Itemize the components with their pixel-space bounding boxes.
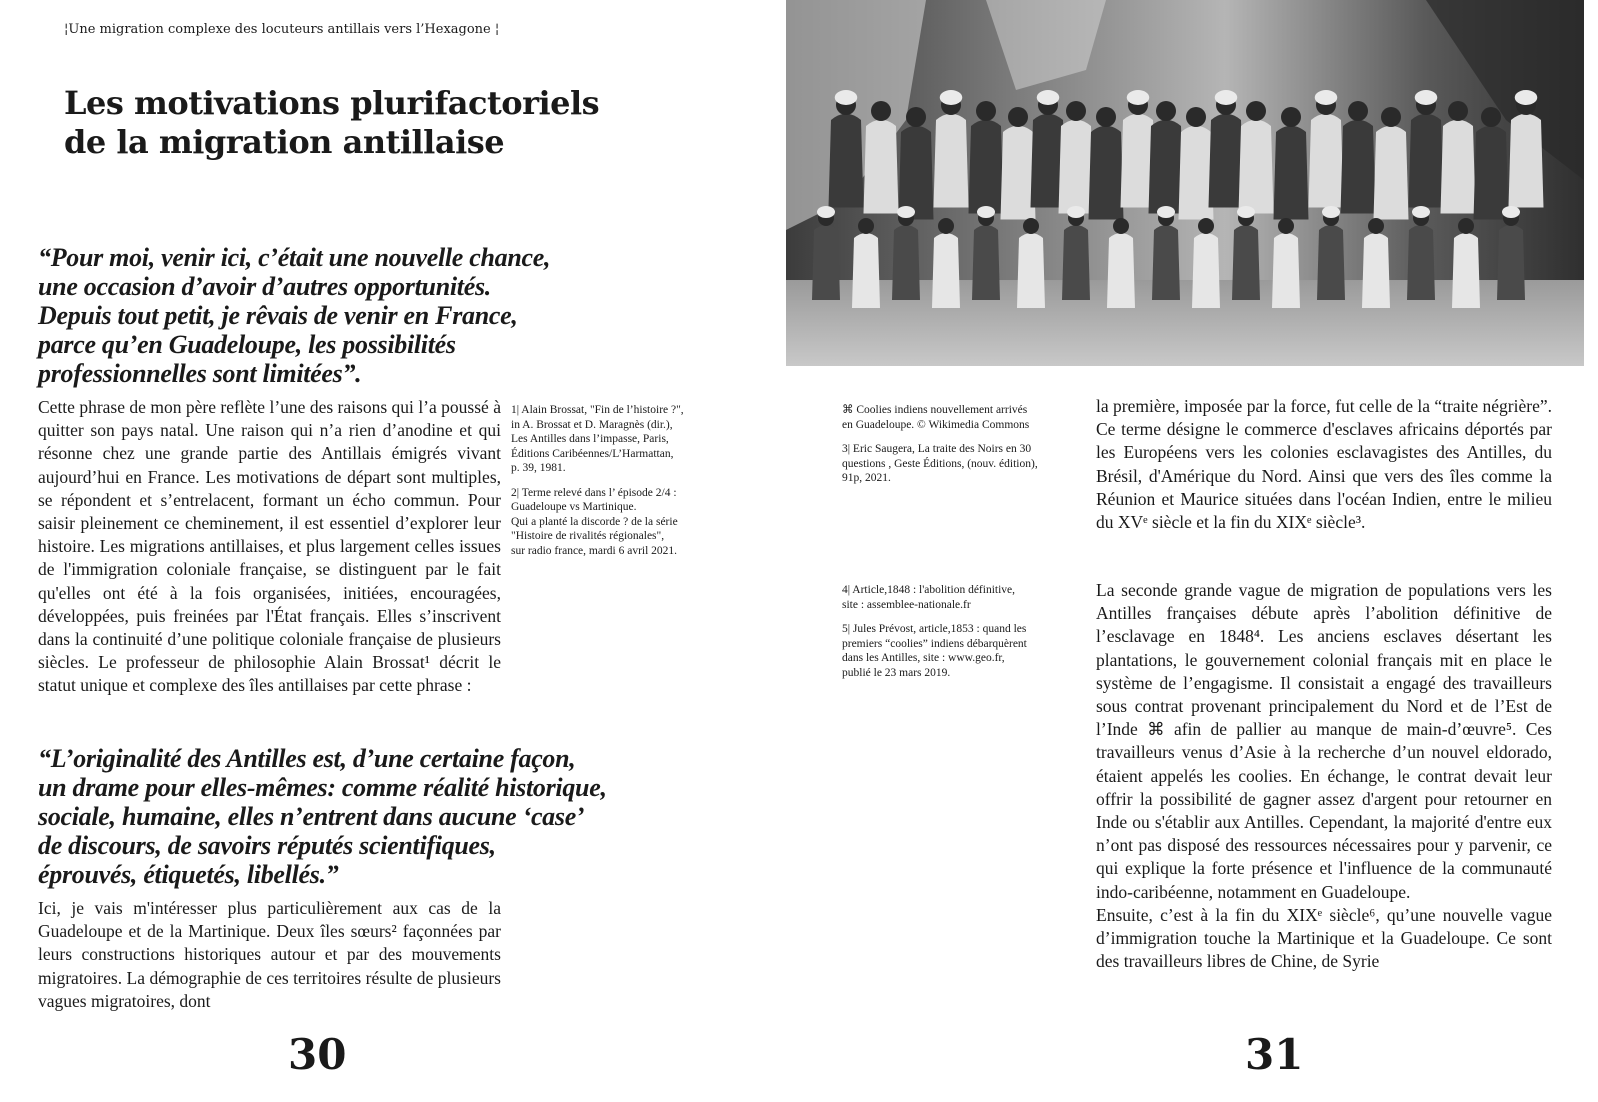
- quote-line: sociale, humaine, elles n’entrent dans aucune ‘case’: [38, 802, 585, 831]
- page-number: 30: [288, 1030, 347, 1079]
- quote-line: de discours, de savoirs réputés scientifiques,: [38, 831, 496, 860]
- sidenotes: [842, 583, 1082, 690]
- footnote-line: Qui a planté la discorde ? de la série: [511, 515, 678, 528]
- footnote-line: "Histoire de rivalités régionales",: [511, 530, 665, 542]
- footnote-line: 4| Article,1848 : l'abolition définitive,: [842, 584, 1016, 596]
- caption-line: en Guadeloupe. © Wikimedia Commons: [842, 418, 1030, 431]
- footnote-line: 2| Terme relevé dans l’ épisode 2/4 :: [511, 486, 677, 499]
- footnote-line: dans les Antilles, site : www.geo.fr,: [842, 652, 1005, 664]
- quote-line: un drame pour elles-mêmes: comme réalité historique,: [38, 773, 607, 802]
- pull-quote-father: [38, 243, 598, 388]
- footnote-line: sur radio france, mardi 6 avril 2021.: [511, 544, 678, 557]
- footnote-5: [842, 622, 1082, 680]
- quote-line: professionnelles sont limitées”.: [38, 359, 362, 388]
- footnote-2: [511, 486, 731, 559]
- body-paragraph: [1096, 395, 1552, 534]
- footnote-line: in A. Brossat et D. Maragnès (dir.),: [511, 418, 673, 431]
- paragraph-text: la première, imposée par la force, fut celle de la “traite négrière”. Ce terme désigne le commerce d'esclaves africains déportés par les Européens vers les colonies esclavagistes des Antilles, du Brésil, d'Amérique du Nord. Ainsi que vers des îles comme la Réunion et Maurice situées dans l'océan Indien, entre le milieu du XVᵉ siècle et la fin du XIXᵉ siècle³.: [1096, 396, 1552, 533]
- quote-line: “Pour moi, venir ici, c’était une nouvelle chance,: [38, 243, 551, 272]
- footnote-line: questions , Geste Éditions, (nouv. édition),: [842, 457, 1038, 470]
- quote-line: éprouvés, étiquetés, libellés.”: [38, 860, 339, 889]
- footnote-line: 1| Alain Brossat, "Fin de l’histoire ?",: [511, 404, 684, 416]
- footnote-3: [842, 442, 1082, 486]
- paragraph-text: Cette phrase de mon père reflète l’une des raisons qui l’a poussé à quitter son pays natal. Une raison qui n’a rien d’anodine et qui résonne chez une grande partie des Antillais émigrés vivant aujourd’hui en France. Les motivations de départ sont multiples, se répondent et s’entrelacent, formant un écho commun. Pour saisir pleinement ce cheminement, il est essentiel d’explorer leur histoire. Les migrations antillaises, et plus largement celles issues de l'immigration coloniale française, se distinguent par le fait qu'elles ont été à la fois organisées, initiées, encouragées, développées, puis freinées par l'État français. Elles s’inscrivent dans la continuité d’une politique coloniale française de plusieurs siècles. Le professeur de philosophie Alain Brossat¹ décrit le statut unique et complexe des îles antillaises par cette phrase :: [38, 397, 501, 696]
- photo-caption: [842, 403, 1082, 432]
- footnote-line: site : assemblee-nationale.fr: [842, 598, 971, 611]
- quote-line: Depuis tout petit, je rêvais de venir en France,: [38, 301, 518, 330]
- right-page: [800, 0, 1598, 1102]
- paragraph-text: Ici, je vais m'intéresser plus particulièrement aux cas de la Guadeloupe et de la Martinique. Deux îles sœurs² façonnées par leurs constructions historiques autour et par des mouvements migratoires. La démographie de ces territoires résulte de plusieurs vagues migratoires, dont: [38, 898, 501, 1011]
- footnote-1: [511, 403, 731, 476]
- footnote-line: p. 39, 1981.: [511, 462, 566, 474]
- sidenotes: [842, 403, 1082, 496]
- footnote-line: premiers “coolies” indiens débarquèrent: [842, 637, 1027, 650]
- sidenotes: [511, 403, 731, 568]
- footnote-4: [842, 583, 1082, 612]
- caption-line: ⌘ Coolies indiens nouvellement arrivés: [842, 404, 1028, 416]
- page-title: [64, 84, 684, 162]
- title-line: Les motivations plurifactoriels: [64, 84, 600, 122]
- running-head: ¦Une migration complexe des locuteurs antillais vers l’Hexagone ¦: [64, 22, 500, 37]
- historical-photo: [786, 0, 1584, 366]
- pull-quote-brossat: [38, 744, 658, 889]
- footnote-line: Guadeloupe vs Martinique.: [511, 501, 637, 513]
- quote-line: “L’originalité des Antilles est, d’une certaine façon,: [38, 744, 576, 773]
- footnote-line: 91p, 2021.: [842, 472, 891, 484]
- body-paragraph: [1096, 579, 1552, 973]
- body-paragraph: [38, 396, 501, 698]
- footnote-line: 5| Jules Prévost, article,1853 : quand les: [842, 623, 1027, 635]
- paragraph-text: La seconde grande vague de migration de populations vers les Antilles françaises débute après l’abolition définitive de l’esclavage en 1848⁴. Les anciens esclaves désertant les plantations, le gouvernement colonial français mit en place le système de l’engagisme. Il consistait a engagé des travailleurs sous contrat provenant principalement du Nord et de l’Est de l’Inde ⌘ afin de pallier au manque de main-d’œuvre⁵. Ces travailleurs venus d’Asie à la recherche d’un nouvel eldorado, étaient appelés les coolies. En échange, le contrat devait leur offrir la possibilité de gagner assez d'argent pour retourner en Inde ou s'établir aux Antilles. Cependant, la majorité d'entre eux n’ont pas disposé des ressources nécessaires pour y parvenir, ce qui explique la forte présence et l'influence de la communauté indo-caribéenne, notamment en Guadeloupe.: [1096, 580, 1552, 902]
- quote-line: parce qu’en Guadeloupe, les possibilités: [38, 330, 456, 359]
- footnote-line: Éditions Caribéennes/L’Harmattan,: [511, 447, 674, 460]
- footnote-line: Les Antilles dans l’impasse, Paris,: [511, 433, 669, 445]
- body-paragraph: [38, 897, 501, 1013]
- paragraph-text: Ensuite, c’est à la fin du XIXᵉ siècle⁶, qu’une nouvelle vague d’immigration touche la Martinique et la Guadeloupe. Ce sont des travailleurs libres de Chine, de Syrie: [1096, 904, 1552, 972]
- page-number: 31: [1245, 1030, 1304, 1079]
- title-line: de la migration antillaise: [64, 123, 505, 161]
- photo-icon: [786, 0, 1584, 366]
- footnote-line: 3| Eric Saugera, La traite des Noirs en 30: [842, 443, 1032, 455]
- quote-line: une occasion d’avoir d’autres opportunités.: [38, 272, 491, 301]
- footnote-line: publié le 23 mars 2019.: [842, 666, 951, 679]
